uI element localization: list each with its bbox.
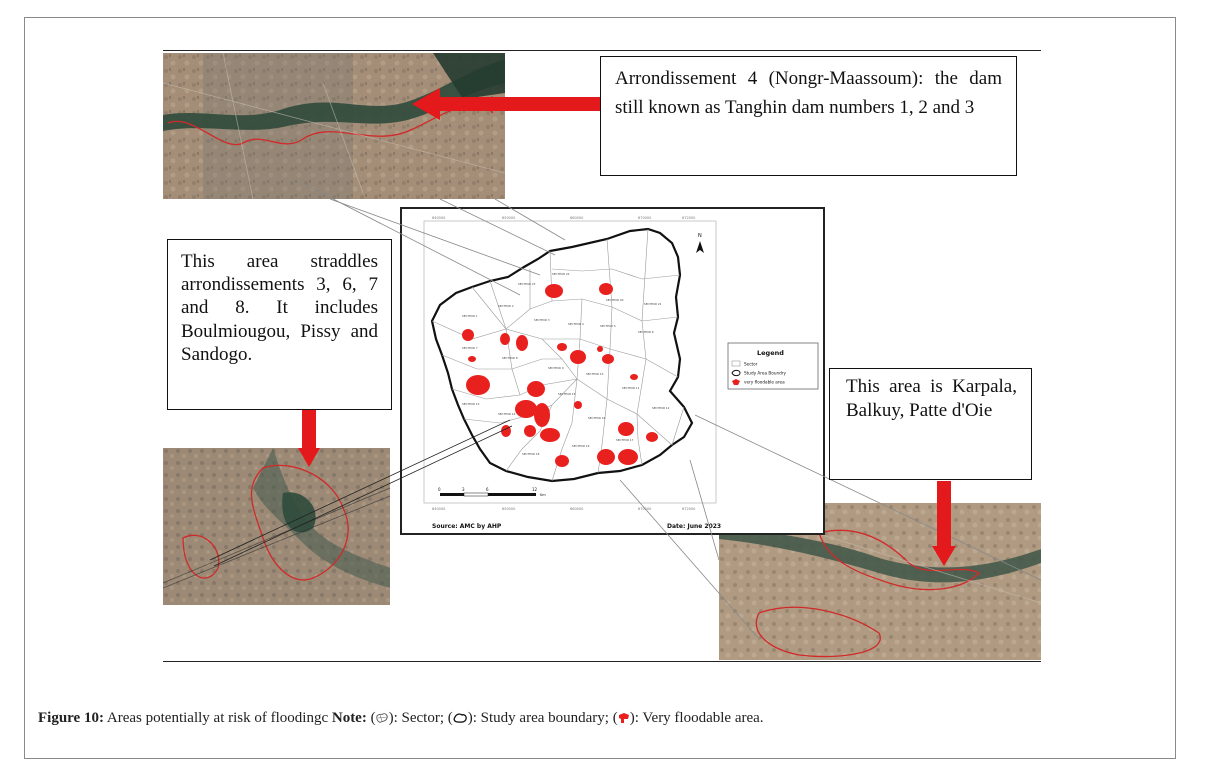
svg-text:SECTEUR 12: SECTEUR 12 bbox=[652, 406, 670, 410]
svg-text:SECTEUR 2: SECTEUR 2 bbox=[498, 304, 514, 308]
svg-text:SECTEUR 20: SECTEUR 20 bbox=[606, 298, 624, 302]
boundary-icon bbox=[453, 712, 468, 729]
bottom-rule bbox=[163, 661, 1041, 662]
svg-text:SECTEUR 16: SECTEUR 16 bbox=[588, 416, 606, 420]
svg-text:SECTEUR 22: SECTEUR 22 bbox=[552, 272, 570, 276]
svg-text:0: 0 bbox=[438, 487, 441, 492]
svg-text:N: N bbox=[698, 233, 702, 239]
svg-text:12: 12 bbox=[532, 487, 538, 492]
svg-text:SECTEUR 4: SECTEUR 4 bbox=[568, 322, 584, 326]
svg-text:670000: 670000 bbox=[638, 216, 652, 220]
caption-title: Areas potentially at risk of floodingc bbox=[106, 710, 329, 726]
svg-text:640000: 640000 bbox=[432, 216, 446, 220]
callout-boulmiougou bbox=[167, 239, 392, 410]
top-rule bbox=[163, 50, 1041, 51]
svg-text:672000: 672000 bbox=[682, 216, 696, 220]
svg-text:SECTEUR 6: SECTEUR 6 bbox=[638, 330, 654, 334]
svg-text:SECTEUR 8: SECTEUR 8 bbox=[502, 356, 518, 360]
svg-text:650000: 650000 bbox=[502, 507, 516, 511]
figure-label: Figure 10: bbox=[38, 710, 104, 726]
svg-text:Km: Km bbox=[540, 493, 546, 497]
svg-text:SECTEUR 3: SECTEUR 3 bbox=[534, 318, 550, 322]
sector-icon bbox=[376, 712, 389, 729]
svg-text:640000: 640000 bbox=[432, 507, 446, 511]
svg-text:SECTEUR 19: SECTEUR 19 bbox=[572, 444, 590, 448]
caption-item-boundary: ): Study area boundary; ( bbox=[467, 710, 618, 726]
callout-karpala bbox=[829, 368, 1032, 480]
satellite-image-boulmiougou bbox=[163, 448, 390, 605]
svg-text:670000: 670000 bbox=[638, 507, 652, 511]
svg-text:SECTEUR 5: SECTEUR 5 bbox=[600, 324, 616, 328]
map-source: Source: AMC by AHP bbox=[432, 523, 502, 530]
callout-tanghin-dam bbox=[600, 56, 1017, 176]
svg-text:SECTEUR 17: SECTEUR 17 bbox=[616, 438, 634, 442]
satellite-image-tanghin bbox=[163, 53, 505, 199]
svg-text:SECTEUR 13: SECTEUR 13 bbox=[462, 402, 480, 406]
svg-text:SECTEUR 11: SECTEUR 11 bbox=[622, 386, 640, 390]
svg-text:660000: 660000 bbox=[570, 216, 584, 220]
legend-item-flood: very floodable area bbox=[744, 379, 785, 385]
caption-item-sector: ): Sector; ( bbox=[388, 710, 453, 726]
svg-text:6: 6 bbox=[486, 487, 489, 492]
svg-text:SECTEUR 10: SECTEUR 10 bbox=[586, 372, 604, 376]
callout-karpala-text: This area is Karpala, Balkuy, Patte d'Oie bbox=[846, 376, 1017, 422]
legend-item-boundary: Study Area Boundry bbox=[744, 370, 786, 376]
svg-text:SECTEUR 1: SECTEUR 1 bbox=[462, 314, 478, 318]
svg-text:SECTEUR 23: SECTEUR 23 bbox=[518, 282, 536, 286]
svg-text:SECTEUR 18: SECTEUR 18 bbox=[522, 452, 540, 456]
svg-text:650000: 650000 bbox=[502, 216, 516, 220]
map-date: Date: June 2023 bbox=[667, 523, 722, 530]
legend-item-sector: Sector bbox=[744, 361, 758, 367]
sector-legend-icon bbox=[732, 361, 740, 366]
flood-area-icon bbox=[618, 712, 630, 729]
svg-text:672000: 672000 bbox=[682, 507, 696, 511]
legend-title: Legend bbox=[757, 349, 784, 357]
callout-boulmiougou-text: This area straddles arrondissements 3, 6, 7 and 8. It includes Boulmiougou, Pissy and Sandogo. bbox=[181, 251, 378, 365]
map-legend bbox=[728, 343, 818, 389]
open-paren-1: ( bbox=[370, 710, 376, 726]
svg-text:SECTEUR 7: SECTEUR 7 bbox=[462, 346, 478, 350]
svg-text:SECTEUR 14: SECTEUR 14 bbox=[498, 412, 516, 416]
caption-item-flood: ): Very floodable area. bbox=[629, 710, 764, 726]
svg-text:SECTEUR 9: SECTEUR 9 bbox=[548, 366, 564, 370]
callout-tanghin-text: Arrondissement 4 (Nongr-Maassoum): the dam still known as Tanghin dam numbers 1, 2 and 3 bbox=[615, 68, 1002, 119]
note-label: Note: bbox=[331, 710, 367, 726]
svg-text:SECTEUR 15: SECTEUR 15 bbox=[558, 392, 576, 396]
svg-text:3: 3 bbox=[462, 487, 465, 492]
flood-risk-map bbox=[400, 207, 825, 535]
svg-text:660000: 660000 bbox=[570, 507, 584, 511]
figure-caption bbox=[38, 710, 1138, 729]
svg-text:SECTEUR 21: SECTEUR 21 bbox=[644, 302, 662, 306]
